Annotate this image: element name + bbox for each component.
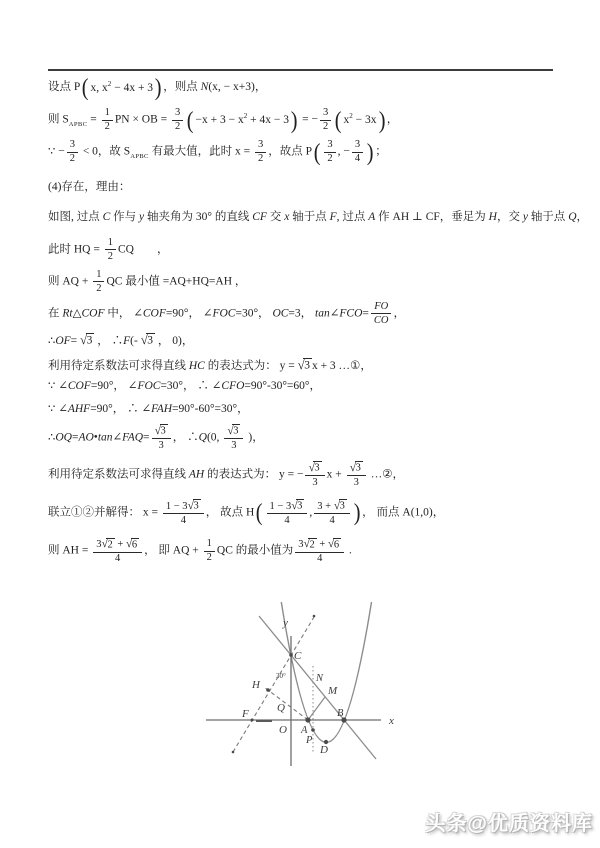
figure-label-A: A xyxy=(301,725,308,736)
parabola-curve xyxy=(281,602,371,742)
point-A-dot xyxy=(305,717,310,722)
solution-line: ∴OF= √3 ， ∴F(- √3 ， 0)， xyxy=(48,332,194,347)
top-divider xyxy=(48,69,553,71)
solution-line: ∵ − $\frac{3}{2}$ < 0，故 $S_{APBC}$ 有最大值，此时 x = $\frac{3}{2}$ ，故点 P ( $\frac{3}{2}$ , − $\frac{3}{4}$ ) ； xyxy=(48,138,387,166)
y-axis-arrow xyxy=(288,629,295,637)
solution-line: 利用待定系数法可求得直线 HC 的表达式为： y = √3 x + 3 …①， xyxy=(48,357,372,372)
point-F-dot xyxy=(251,719,254,722)
solution-line: 则 AQ + $\frac{1}{2}$ QC 最小值 =AQ+HQ=AH ， xyxy=(48,268,247,294)
solution-line: 联立①②并解得： x = $\frac{1 - 3√3}{4}$ ， 故点 H ( $\frac{1 - 3√3}{4}$ , $\frac{3 + √3}{4}$ ) ， 而点 A(1,0)， xyxy=(48,498,445,527)
solution-line: (4)存在，理由： xyxy=(48,181,131,194)
figure-label-y: y xyxy=(283,617,288,629)
solution-line: 利用待定系数法可求得直线 AH 的表达式为： y = − $\frac{√3}{3}$ x + $\frac{√3}{3}$ …②， xyxy=(48,460,405,488)
solution-line: 此时 HQ = $\frac{1}{2}$ CQ ， xyxy=(48,236,169,262)
figure-graph xyxy=(195,598,405,795)
figure-label-C: C xyxy=(294,650,302,662)
solution-line: 则 $S_{APBC}$ = $\frac{1}{2}$ PN × OB = $\frac{3}{2}$ ( $-x + 3 - x^2 + 4x - 3$ ) = − $\frac{3}{2}$ ( $x^2 - 3x$ ) ， xyxy=(48,106,399,134)
solution-line: ∴OQ=AO•tan∠FAQ= $\frac{√3}{3}$ ， ∴Q(0, $\frac{√3}{3}$ )， xyxy=(48,423,264,451)
point-P-dot xyxy=(311,728,315,732)
solution-line: 如图, 过点 C 作与 y 轴夹角为 30° 的直线 CF 交 x 轴于点 F, 过点 A 作 AH ⊥ CF，垂足为 H，交 y 轴于点 Q， xyxy=(48,210,588,223)
figure-label-B: B xyxy=(337,708,344,719)
figure-label-H: H xyxy=(252,679,260,691)
watermark: 头条@优质资料库 xyxy=(425,813,593,835)
solution-line: 则 AH = $\frac{3√2 + √6}{4}$ ， 即 AQ + $\frac{1}{2}$ QC 的最小值为 $\frac{3√2 + √6}{4}$ . xyxy=(48,537,352,565)
point-C-dot xyxy=(289,653,293,657)
solution-line: ∵ ∠AHF=90°， ∴ ∠FAH=90°-60°=30°， xyxy=(48,402,249,415)
point-cf-bottom-end-dot xyxy=(232,751,235,754)
figure-label-30°: 30° xyxy=(276,672,286,680)
segment-am xyxy=(308,697,325,720)
figure-label-N: N xyxy=(316,673,324,684)
figure-label-x: x xyxy=(389,715,394,727)
figure-label-D: D xyxy=(320,744,328,756)
figure-label-Q: Q xyxy=(277,702,285,714)
figure-label-P: P xyxy=(306,735,313,746)
point-H-dot xyxy=(266,688,270,692)
figure-label-F: F xyxy=(242,708,249,720)
figure-label-O: O xyxy=(279,724,287,736)
solution-line: ∵ ∠COF=90°， ∠FOC=30°， ∴ ∠CFO=90°-30°=60°， xyxy=(48,380,322,393)
solution-line: 设点 P ( x, $x^2 - 4x + 3$ ) ，则点 N(x, − x+3)， xyxy=(48,74,267,101)
x-axis-arrow xyxy=(381,717,389,724)
solution-lines xyxy=(48,74,588,571)
solution-line: 在 Rt△COF 中， ∠COF=90°， ∠FOC=30°， OC=3， tan∠FCO= $\frac{FO}{CO}$ ， xyxy=(48,300,405,326)
figure-points xyxy=(232,615,347,754)
point-cf-top-end-dot xyxy=(313,615,316,618)
figure-label-M: M xyxy=(328,685,338,697)
dashed-line-ah xyxy=(264,687,308,720)
